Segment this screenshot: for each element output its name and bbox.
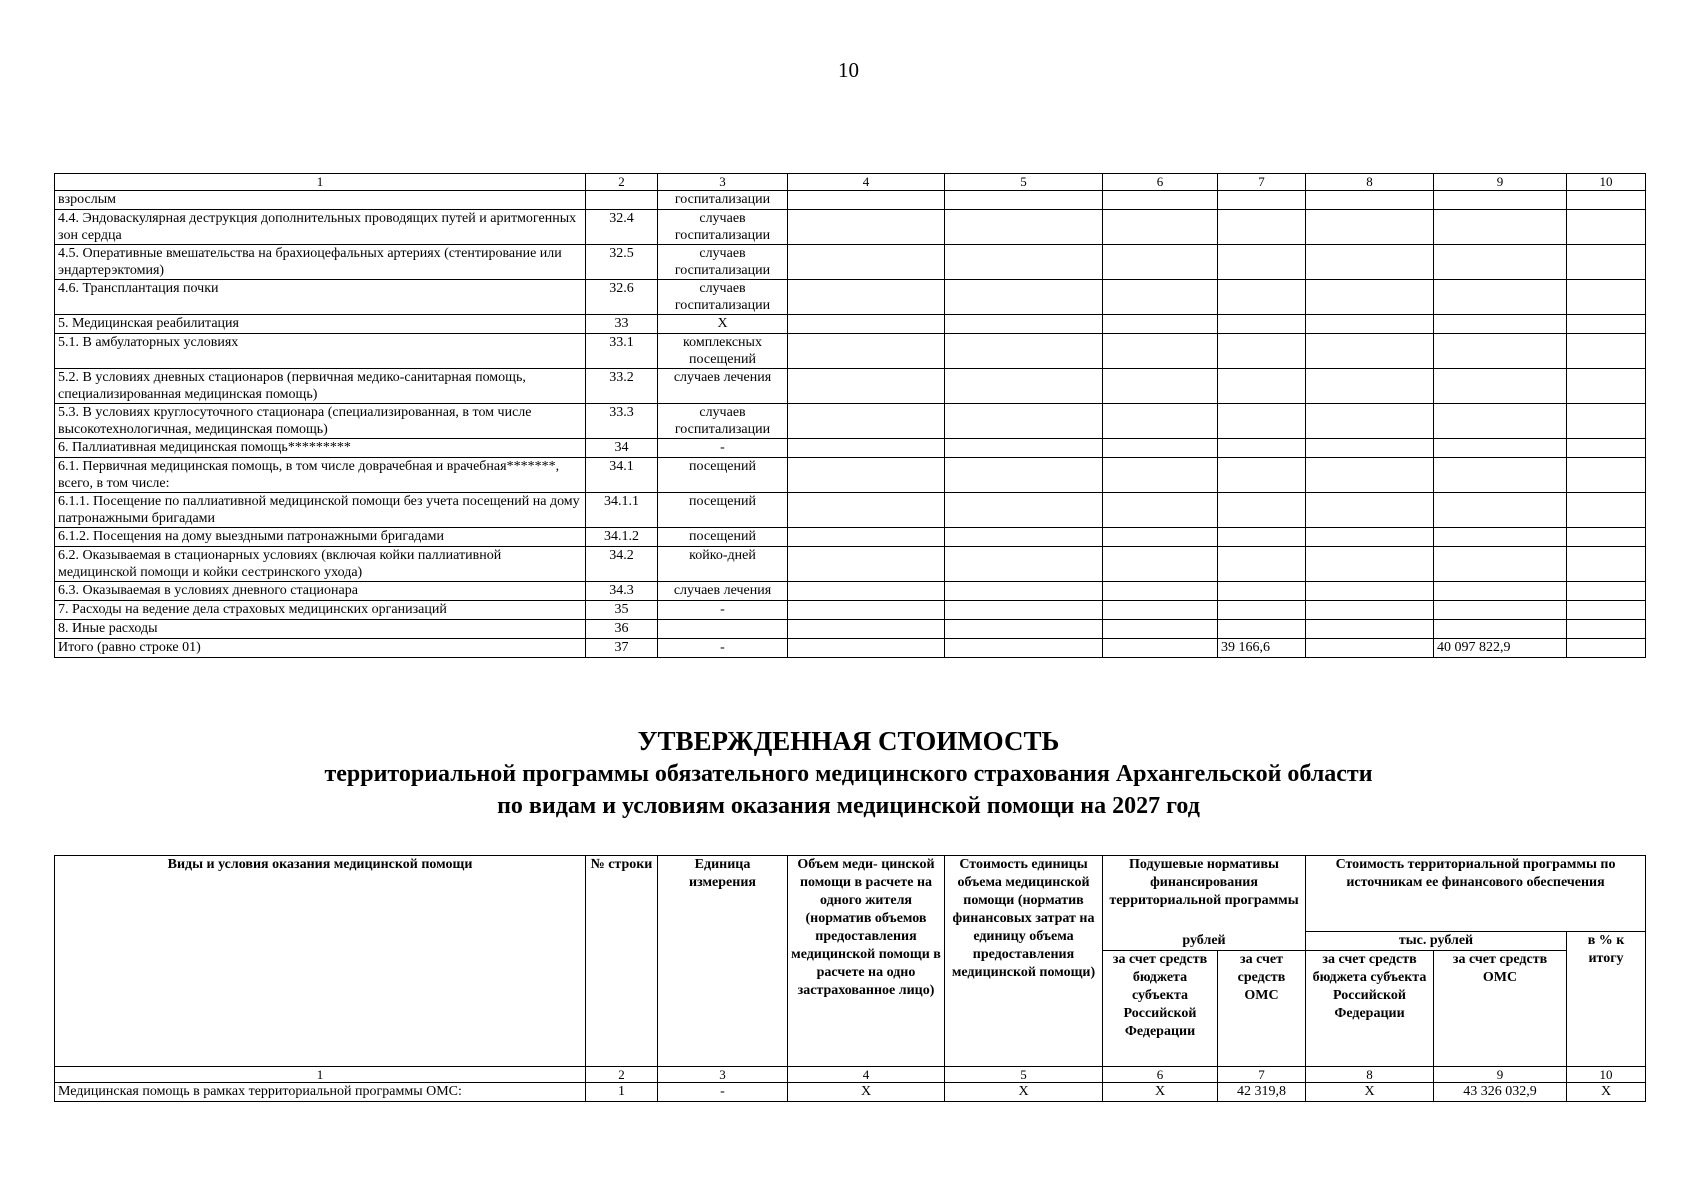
row-number: 36 — [586, 620, 658, 639]
cell — [945, 620, 1103, 639]
cell — [1306, 210, 1434, 245]
cell — [945, 493, 1103, 528]
cell — [788, 620, 945, 639]
row-unit: X — [658, 315, 788, 334]
header-budget-2: за счет средств бюджета субъекта Российской Федерации — [1306, 951, 1434, 1067]
table-row — [55, 639, 1646, 658]
cell — [1103, 439, 1218, 458]
table-row — [55, 547, 1646, 582]
row-name: 5. Медицинская реабилитация — [55, 315, 586, 334]
cell — [1103, 404, 1218, 439]
col-num: 7 — [1218, 174, 1306, 191]
row-name: 8. Иные расходы — [55, 620, 586, 639]
col-num: 4 — [788, 1067, 945, 1083]
cell — [1218, 582, 1306, 601]
cell — [1103, 493, 1218, 528]
cell — [1567, 528, 1646, 547]
cell — [1567, 639, 1646, 658]
cell: X — [1306, 1083, 1434, 1102]
row-unit: - — [658, 639, 788, 658]
cell — [788, 493, 945, 528]
col-num: 1 — [55, 174, 586, 191]
cell — [1434, 620, 1567, 639]
col-num: 2 — [586, 1067, 658, 1083]
cell — [1567, 334, 1646, 369]
cell — [1218, 245, 1306, 280]
page-number: 10 — [838, 58, 859, 82]
cell: X — [788, 1083, 945, 1102]
table-row — [55, 280, 1646, 315]
cost-table-continued — [54, 173, 1646, 658]
cell — [945, 210, 1103, 245]
row-number: 35 — [586, 601, 658, 620]
col-num: 6 — [1103, 174, 1218, 191]
cell — [788, 245, 945, 280]
row-name: 6. Паллиативная медицинская помощь********* — [55, 439, 586, 458]
cell — [1306, 439, 1434, 458]
table-row — [55, 439, 1646, 458]
row-number: 33 — [586, 315, 658, 334]
cell — [1306, 639, 1434, 658]
cell — [1306, 547, 1434, 582]
cell: X — [1567, 1083, 1646, 1102]
cell — [1306, 369, 1434, 404]
cell — [788, 528, 945, 547]
cell — [1434, 493, 1567, 528]
cell — [1103, 620, 1218, 639]
row-unit: посещений — [658, 458, 788, 493]
cell — [1434, 334, 1567, 369]
col-num: 9 — [1434, 174, 1567, 191]
header-kinds: Виды и условия оказания медицинской помощи — [55, 856, 586, 1067]
cell — [1567, 280, 1646, 315]
cell — [1306, 493, 1434, 528]
header-budget: за счет средств бюджета субъекта Российской Федерации — [1103, 951, 1218, 1067]
cell — [788, 315, 945, 334]
col-num: 8 — [1306, 1067, 1434, 1083]
row-number: 33.3 — [586, 404, 658, 439]
col-num: 3 — [658, 1067, 788, 1083]
cell — [1306, 528, 1434, 547]
cell — [788, 210, 945, 245]
cell — [945, 547, 1103, 582]
cell — [945, 191, 1103, 210]
cell — [1567, 601, 1646, 620]
row-name: 4.5. Оперативные вмешательства на брахиоцефальных артериях (стентирование или эндартерэктомия) — [55, 245, 586, 280]
row-name: 6.1.2. Посещения на дому выездными патронажными бригадами — [55, 528, 586, 547]
cell — [945, 369, 1103, 404]
row-name: 5.3. В условиях круглосуточного стационара (специализированная, в том числе высокотехнологичная, медицинская помощь) — [55, 404, 586, 439]
cell — [1218, 191, 1306, 210]
header-thousand-rubles: тыс. рублей — [1306, 932, 1567, 951]
table-row — [55, 369, 1646, 404]
cell — [1218, 404, 1306, 439]
cell: 39 166,6 — [1218, 639, 1306, 658]
table-row — [55, 245, 1646, 280]
cell — [1434, 191, 1567, 210]
row-unit: - — [658, 439, 788, 458]
row-number: 33.1 — [586, 334, 658, 369]
cell — [788, 404, 945, 439]
cell — [1103, 601, 1218, 620]
table-row — [55, 210, 1646, 245]
cell — [1567, 620, 1646, 639]
cell — [1218, 315, 1306, 334]
col-num: 7 — [1218, 1067, 1306, 1083]
cell — [1434, 280, 1567, 315]
row-name: Итого (равно строке 01) — [55, 639, 586, 658]
cell — [1103, 547, 1218, 582]
cell — [1103, 191, 1218, 210]
row-name: 6.3. Оказываемая в условиях дневного стационара — [55, 582, 586, 601]
row-unit: посещений — [658, 528, 788, 547]
cell — [1306, 191, 1434, 210]
cell — [788, 280, 945, 315]
col-num: 8 — [1306, 174, 1434, 191]
row-name: 4.4. Эндоваскулярная деструкция дополнительных проводящих путей и аритмогенных зон сердца — [55, 210, 586, 245]
row-unit: случаев госпитализации — [658, 245, 788, 280]
cell — [1103, 280, 1218, 315]
cell — [1218, 547, 1306, 582]
row-number: 37 — [586, 639, 658, 658]
row-name: 6.1. Первичная медицинская помощь, в том числе доврачебная и врачебная*******, всего, в том числе: — [55, 458, 586, 493]
row-number — [586, 191, 658, 210]
cell — [1567, 369, 1646, 404]
cell — [1103, 458, 1218, 493]
table-row — [55, 601, 1646, 620]
cell — [1434, 245, 1567, 280]
row-name: 6.2. Оказываемая в стационарных условиях (включая койки паллиативной медицинской помощи и койки сестринского ухода) — [55, 547, 586, 582]
cell — [945, 404, 1103, 439]
header-cost: Стоимость единицы объема медицинской помощи (норматив финансовых затрат на единицу объема предоставления медицинской помощи) — [945, 856, 1103, 1067]
cell — [1567, 582, 1646, 601]
cell — [945, 528, 1103, 547]
cell — [1218, 439, 1306, 458]
cell — [945, 458, 1103, 493]
cell — [1218, 210, 1306, 245]
cell — [788, 458, 945, 493]
col-num: 2 — [586, 174, 658, 191]
cell — [788, 369, 945, 404]
column-number-row — [55, 1067, 1646, 1083]
cell — [945, 245, 1103, 280]
cell — [1567, 458, 1646, 493]
cell — [1567, 245, 1646, 280]
row-number: 34 — [586, 439, 658, 458]
heading-subtitle: территориальной программы обязательного медицинского страхования Архангельской области — [324, 761, 1373, 787]
cell — [945, 601, 1103, 620]
row-name: 5.1. В амбулаторных условиях — [55, 334, 586, 369]
cell — [1103, 315, 1218, 334]
cell — [788, 601, 945, 620]
cell — [1434, 210, 1567, 245]
cell: 40 097 822,9 — [1434, 639, 1567, 658]
row-number: 34.3 — [586, 582, 658, 601]
header-percent: в % к итогу — [1567, 932, 1646, 1067]
cell: 43 326 032,9 — [1434, 1083, 1567, 1102]
table-row — [55, 528, 1646, 547]
cell — [1306, 620, 1434, 639]
row-number: 1 — [586, 1083, 658, 1102]
cell — [1567, 547, 1646, 582]
cell — [1103, 582, 1218, 601]
cell — [1567, 315, 1646, 334]
cell — [1434, 458, 1567, 493]
heading-title: УТВЕРЖДЕННАЯ СТОИМОСТЬ — [637, 726, 1060, 756]
row-number: 34.1.1 — [586, 493, 658, 528]
cell — [1434, 315, 1567, 334]
table-row — [55, 334, 1646, 369]
cell — [945, 280, 1103, 315]
col-num: 10 — [1567, 174, 1646, 191]
cell — [1306, 334, 1434, 369]
cell — [1567, 404, 1646, 439]
row-unit: комплексных посещений — [658, 334, 788, 369]
cell — [788, 439, 945, 458]
col-num: 10 — [1567, 1067, 1646, 1083]
cell — [1306, 582, 1434, 601]
cell — [945, 439, 1103, 458]
col-num: 9 — [1434, 1067, 1567, 1083]
cell — [945, 639, 1103, 658]
cell — [1434, 369, 1567, 404]
row-number: 32.6 — [586, 280, 658, 315]
header-per-capita: Подушевые нормативы финансирования территориальной программы — [1103, 856, 1306, 932]
cell — [1306, 315, 1434, 334]
row-unit: случаев госпитализации — [658, 210, 788, 245]
row-unit: госпитализации — [658, 191, 788, 210]
row-name: 4.6. Трансплантация почки — [55, 280, 586, 315]
cell: 42 319,8 — [1218, 1083, 1306, 1102]
row-unit: - — [658, 601, 788, 620]
row-unit: койко-дней — [658, 547, 788, 582]
cell — [788, 547, 945, 582]
table-row — [55, 404, 1646, 439]
cell — [1218, 528, 1306, 547]
row-name: Медицинская помощь в рамках территориальной программы ОМС: — [55, 1083, 586, 1102]
col-num: 3 — [658, 174, 788, 191]
cell — [1218, 334, 1306, 369]
header-cost-total: Стоимость территориальной программы по источникам ее финансового обеспечения — [1306, 856, 1646, 932]
cell — [1567, 439, 1646, 458]
row-number: 34.2 — [586, 547, 658, 582]
table-row — [55, 493, 1646, 528]
header-volume: Объем меди- цинской помощи в расчете на одного жителя (норматив объемов предоставления медицинской помощи в расчете на одно застрахованное лицо) — [788, 856, 945, 1067]
cell — [1434, 582, 1567, 601]
col-num: 1 — [55, 1067, 586, 1083]
header-row-no: № строки — [586, 856, 658, 1067]
heading-subtitle-year: по видам и условиям оказания медицинской помощи на 2027 год — [497, 793, 1200, 819]
cell — [1434, 404, 1567, 439]
row-number: 34.1 — [586, 458, 658, 493]
cell — [1567, 210, 1646, 245]
cell — [1567, 191, 1646, 210]
row-number: 32.4 — [586, 210, 658, 245]
cell — [1103, 528, 1218, 547]
col-num: 4 — [788, 174, 945, 191]
cell — [1434, 601, 1567, 620]
header-oms-2: за счет средств ОМС — [1434, 951, 1567, 1067]
cell — [1103, 369, 1218, 404]
cell — [1218, 458, 1306, 493]
row-number: 33.2 — [586, 369, 658, 404]
row-name: взрослым — [55, 191, 586, 210]
row-number: 34.1.2 — [586, 528, 658, 547]
cell — [788, 639, 945, 658]
cell — [1103, 245, 1218, 280]
cell — [1306, 601, 1434, 620]
table-row — [55, 458, 1646, 493]
row-unit — [658, 620, 788, 639]
header-oms: за счет средств ОМС — [1218, 951, 1306, 1067]
cell — [788, 582, 945, 601]
row-unit: случаев лечения — [658, 582, 788, 601]
table-row — [55, 315, 1646, 334]
cell — [1434, 439, 1567, 458]
col-num: 5 — [945, 1067, 1103, 1083]
row-unit: случаев лечения — [658, 369, 788, 404]
cell — [1434, 528, 1567, 547]
cell — [1306, 404, 1434, 439]
cell — [1306, 280, 1434, 315]
header-rubles: рублей — [1103, 932, 1306, 951]
table-row — [55, 1083, 1646, 1102]
row-name: 7. Расходы на ведение дела страховых медицинских организаций — [55, 601, 586, 620]
col-num: 6 — [1103, 1067, 1218, 1083]
row-name: 6.1.1. Посещение по паллиативной медицинской помощи без учета посещений на дому патронажными бригадами — [55, 493, 586, 528]
col-num: 5 — [945, 174, 1103, 191]
row-unit: случаев госпитализации — [658, 280, 788, 315]
cell — [1218, 493, 1306, 528]
cell — [945, 582, 1103, 601]
approved-cost-table — [54, 855, 1646, 1102]
cell — [1218, 369, 1306, 404]
row-number: 32.5 — [586, 245, 658, 280]
cell — [1306, 245, 1434, 280]
table-row — [55, 620, 1646, 639]
row-name: 5.2. В условиях дневных стационаров (первичная медико-санитарная помощь, специализированная медицинская помощь) — [55, 369, 586, 404]
cell — [1567, 493, 1646, 528]
cell — [1218, 601, 1306, 620]
cell — [788, 191, 945, 210]
cell — [1218, 620, 1306, 639]
cell — [1103, 210, 1218, 245]
column-number-row — [55, 174, 1646, 191]
cell — [945, 334, 1103, 369]
cell — [1103, 639, 1218, 658]
header-unit: Единица измерения — [658, 856, 788, 1067]
table-row — [55, 191, 1646, 210]
row-unit: посещений — [658, 493, 788, 528]
cell: X — [1103, 1083, 1218, 1102]
cell — [788, 334, 945, 369]
cell — [945, 315, 1103, 334]
row-unit: случаев госпитализации — [658, 404, 788, 439]
cell — [1306, 458, 1434, 493]
row-unit: - — [658, 1083, 788, 1102]
cell — [1218, 280, 1306, 315]
cell: X — [945, 1083, 1103, 1102]
cell — [1434, 547, 1567, 582]
table-row — [55, 582, 1646, 601]
cell — [1103, 334, 1218, 369]
